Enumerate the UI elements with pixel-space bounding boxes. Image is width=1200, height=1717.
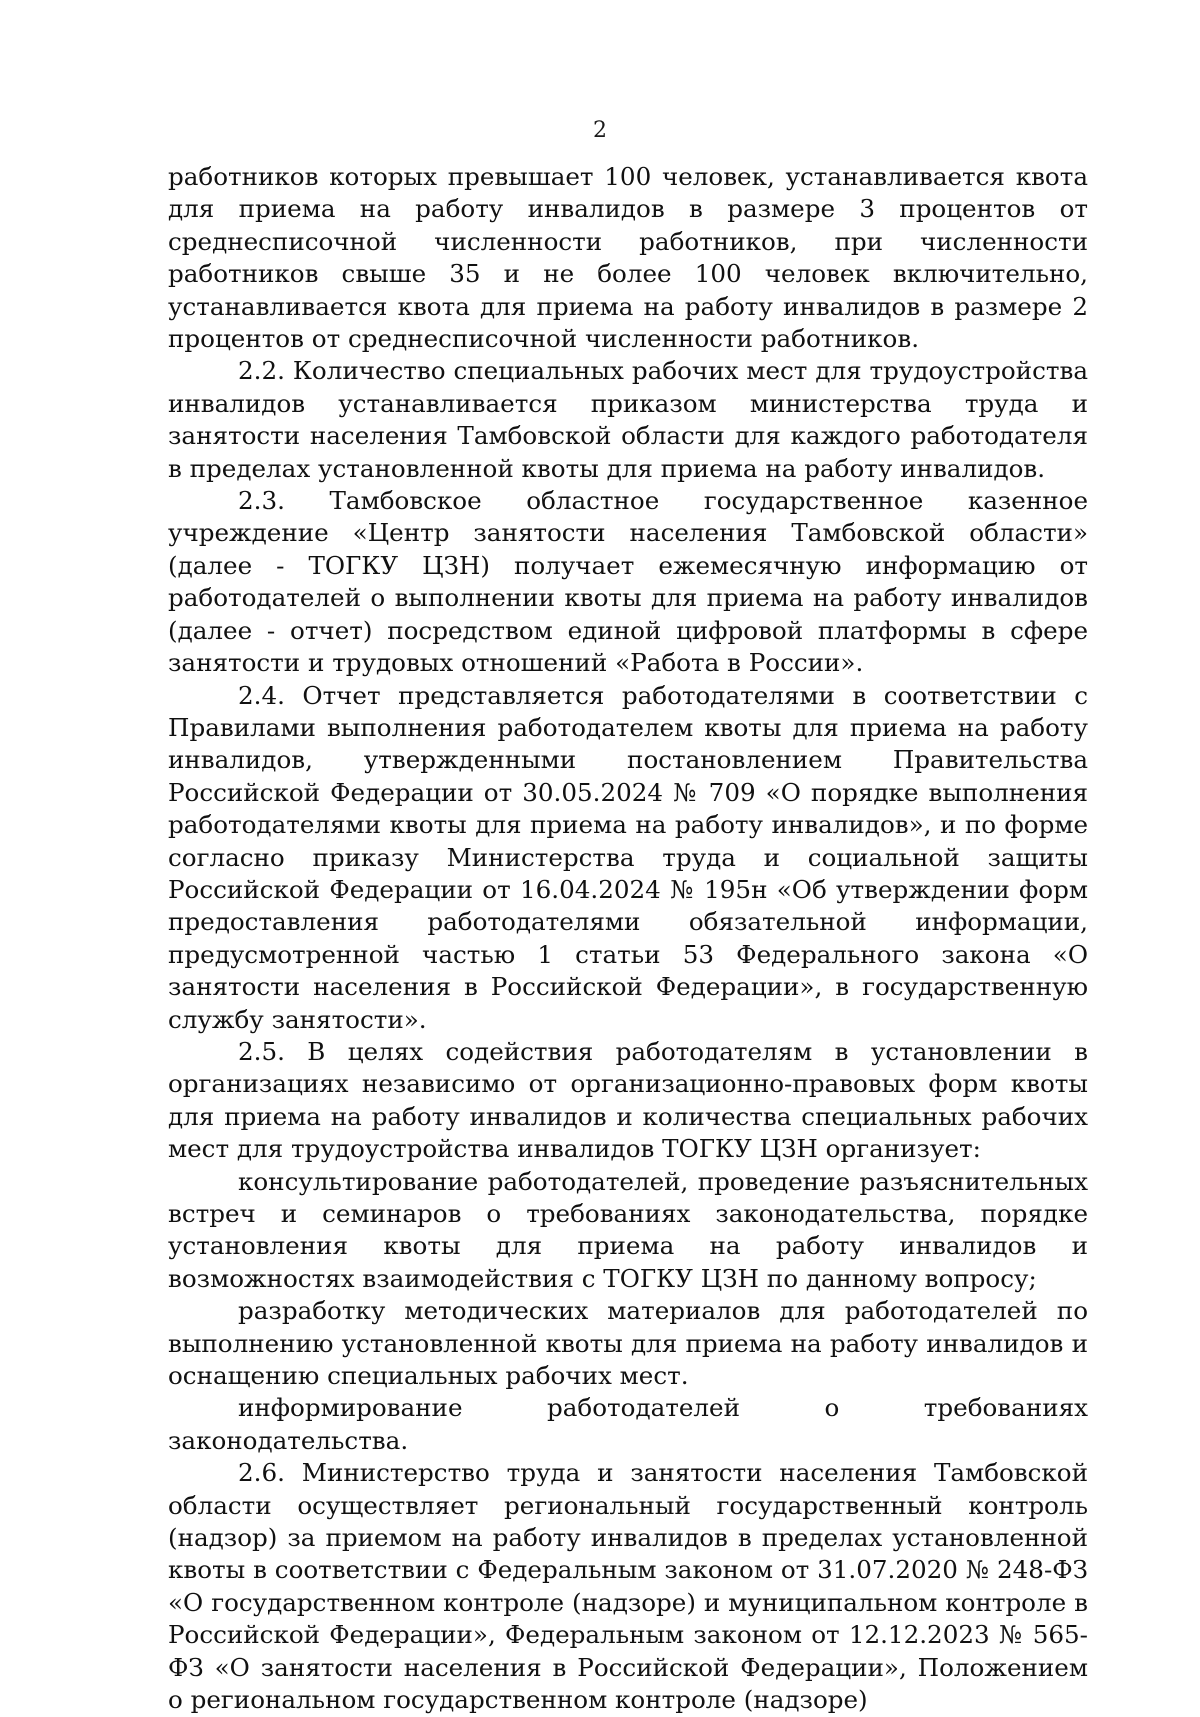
paragraph-continuation: работников которых превышает 100 человек, устанавливается квота для приема на работу инвалидов в размере 3 процентов от среднесписочной численности работников, при численности работников свыше 35 и не более 100 человек включительно, устанавливается квота для приема на работу инвалидов в размере 2 процентов от среднесписочной численности работников. (168, 162, 1088, 354)
page-number: 2 (593, 118, 607, 143)
list-item-consulting: консультирование работодателей, проведение разъяснительных встреч и семинаров о требованиях законодательства, порядке установления квоты для приема на работу инвалидов и возможностях взаимодействия с ТОГКУ ЦЗН по данному вопросу; (168, 1166, 1088, 1293)
paragraph-2-3: 2.3. Тамбовское областное государственное казенное учреждение «Центр занятости населения Тамбовской области» (далее - ТОГКУ ЦЗН) получает ежемесячную информацию от работодателей о выполнении квоты для приема на работу инвалидов (далее - отчет) посредством единой цифровой платформы в сфере занятости и трудовых отношений «Работа в России». (168, 486, 1088, 678)
paragraph-2-5: 2.5. В целях содействия работодателям в установлении в организациях независимо от организационно-правовых форм квоты для приема на работу инвалидов и количества специальных рабочих мест для трудоустройства инвалидов ТОГКУ ЦЗН организует: (168, 1036, 1088, 1164)
paragraph-2-2: 2.2. Количество специальных рабочих мест для трудоустройства инвалидов устанавливается приказом министерства труда и занятости населения Тамбовской области для каждого работодателя в пределах установленной квоты для приема на работу инвалидов. (168, 356, 1088, 483)
paragraph-2-4: 2.4. Отчет представляется работодателями в соответствии с Правилами выполнения работодателем квоты для приема на работу инвалидов, утвержденными постановлением Правительства Российской Федерации от 30.05.2024 № 709 «О порядке выполнения работодателями квоты для приема на работу инвалидов», и по форме согласно приказу Министерства труда и социальной защиты Российской Федерации от 16.04.2024 № 195н «Об утверждении форм предоставления работодателями обязательной информации, предусмотренной частью 1 статьи 53 Федерального закона «О занятости населения в Российской Федерации», в государственную службу занятости». (168, 680, 1088, 1034)
document-body (168, 161, 1088, 1717)
list-item-methodical-materials: разработку методических материалов для работодателей по выполнению установленной квоты для приема на работу инвалидов и оснащению специальных рабочих мест. (168, 1296, 1088, 1391)
list-item-informing: информирование работодателей о требованиях законодательства. (168, 1393, 1088, 1455)
paragraph-2-6: 2.6. Министерство труда и занятости населения Тамбовской области осуществляет региональный государственный контроль (надзор) за приемом на работу инвалидов в пределах установленной квоты в соответствии с Федеральным законом от 31.07.2020 № 248-ФЗ «О государственном контроле (надзоре) и муниципальном контроле в Российской Федерации», Федеральным законом от 12.12.2023 № 565-ФЗ «О занятости населения в Российской Федерации», Положением о региональном государственном контроле (надзоре) (168, 1458, 1088, 1715)
